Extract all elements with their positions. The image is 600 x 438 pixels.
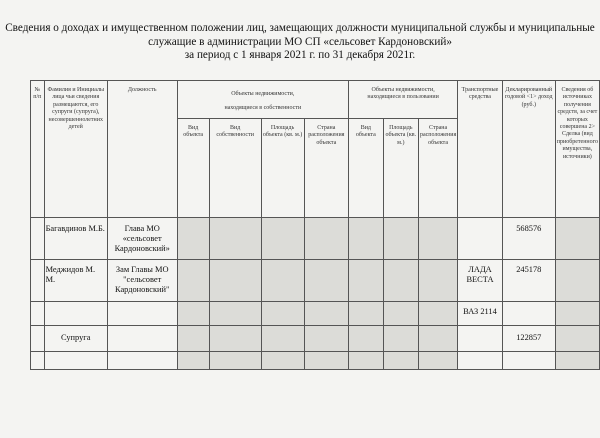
header-own-type: Вид объекта (177, 119, 209, 218)
header-use-type: Вид объекта (349, 119, 384, 218)
title-line-2: служащие в администрации МО СП «сельсовет Кардоновский» (148, 35, 452, 48)
row-transport (458, 326, 503, 352)
title-line-3: за период с 1 января 2021 г. по 31 декабря 2021г. (184, 49, 416, 61)
row-income: 568576 (502, 218, 555, 260)
header-used-property: Объекты недвижимости, находящиеся в пользовании (349, 81, 458, 119)
header-own-kind: Вид собственности (209, 119, 261, 218)
header-transport: Транспортные средства (458, 81, 503, 218)
header-fio: Фамилия и Инициалы лица чьи сведения размещаются, его супруги (супруга), несовершеннолетних детей (44, 81, 107, 218)
document-title (0, 22, 600, 63)
row-fio: Меджидов М. М. (44, 260, 107, 302)
row-fio (44, 302, 107, 326)
header-own-area: Площадь объекта (кв. м.) (261, 119, 304, 218)
row-position (107, 326, 177, 352)
table-row (31, 260, 600, 302)
table-row (31, 302, 600, 326)
title-line-1: Сведения о доходах и имущественном положении лиц, замещающих должности муниципальной службы и муниципальные (5, 22, 595, 34)
row-income: 245178 (502, 260, 555, 302)
row-position: Зам Главы МО "сельсовет Кардоновский" (107, 260, 177, 302)
row-fio: Багавдинов М.Б. (44, 218, 107, 260)
header-use-country: Страна расположения объекта (418, 119, 457, 218)
row-position: Глава МО «сельсовет Кардоновский» (107, 218, 177, 260)
table-row (31, 218, 600, 260)
row-transport: ВАЗ 2114 (458, 302, 503, 326)
header-owned-property: Объекты недвижимости, находящиеся в собственности (177, 81, 349, 119)
row-transport (458, 218, 503, 260)
header-use-area: Площадь объекта (кв. м.) (383, 119, 418, 218)
header-sources: Сведения об источниках получения средств, за счет которых совершена 2> Сделка (вид приобретенного имущества, источники) (555, 81, 599, 218)
income-table (30, 80, 600, 370)
header-income: Декларированный годовой <1> доход (руб.) (502, 81, 555, 218)
row-income (502, 302, 555, 326)
header-num: № п/п (31, 81, 45, 218)
row-position (107, 302, 177, 326)
row-income: 122857 (502, 326, 555, 352)
table-row (31, 326, 600, 352)
header-own-country: Страна расположения объекта (304, 119, 348, 218)
row-transport: ЛАДА ВЕСТА (458, 260, 503, 302)
row-fio: Супруга (44, 326, 107, 352)
header-position: Должность (107, 81, 177, 218)
